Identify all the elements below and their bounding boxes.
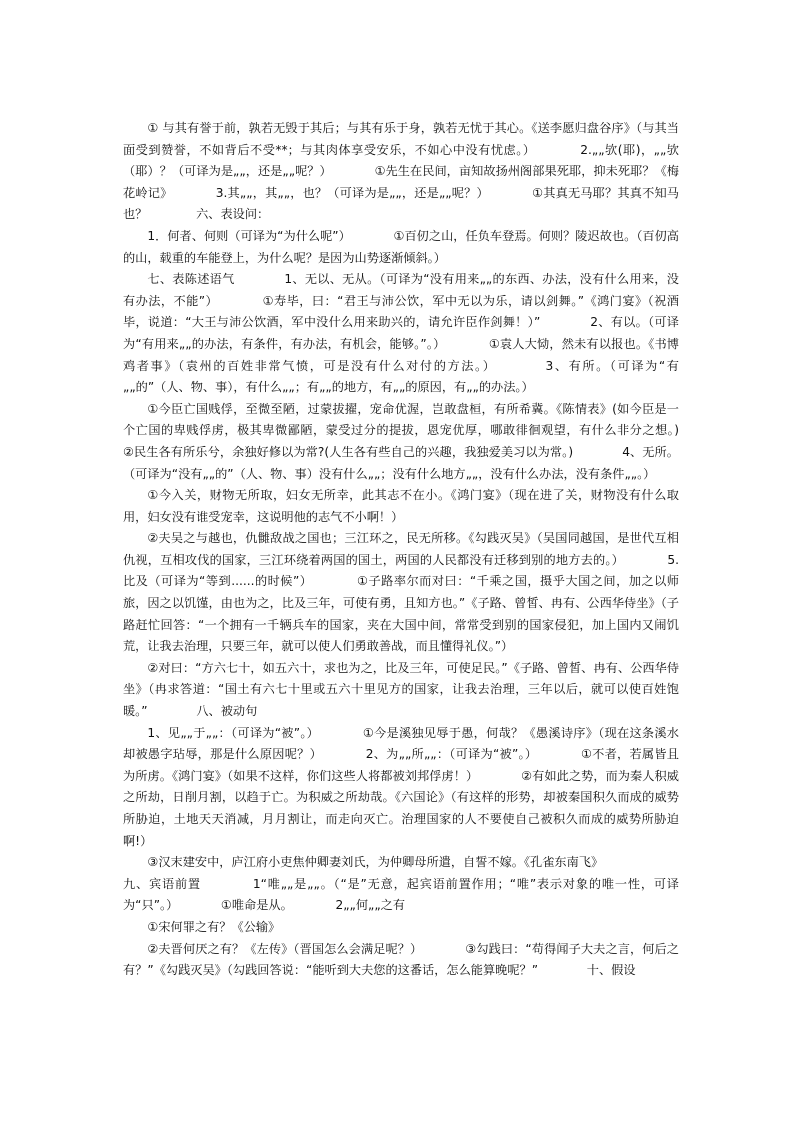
paragraph: ②对曰：“方六七十，如五六十，求也为之，比及三年，可使足民。”《子路、曾皙、冉有、公西华侍坐》（冉求答道：“国土有六七十里或五六十里见方的国家，让我去治理，三年以后，就可以使百姓饱暖。” 八、被动句 bbox=[123, 660, 679, 719]
paragraph: 1、见„„于„„：（可译为“被”。） ①今是溪独见辱于愚，何哉？《愚溪诗序》（现在这条溪水却被愚字玷辱，那是什么原因呢？） 2、为„„所„„：（可译为“被”。） ①不者，若属皆且为所虏。《鸿门宴》（如果不这样，你们这些人将都被刘邦俘虏！） ②有如此之势，而为秦人积威之所劫，日削月割，以趋于亡。为积威之所劫哉。《六国论》（有这样的形势，却被秦国积久而成的威势所胁迫，土地天天消减，月月割让，而走向灭亡。治理国家的人不要使自己被积久而成的威势所胁迫啊!） bbox=[123, 725, 679, 848]
paragraph: ②夫晋何厌之有？《左传》（晋国怎么会满足呢？） ③勾践曰：“苟得闻子大夫之言，何后之有？”《勾践灭吴》（勾践回答说：“能听到大夫您的这番话，怎么能算晚呢？” 十、假设 bbox=[123, 941, 679, 978]
body-text bbox=[123, 118, 728, 982]
paragraph: 九、宾语前置 1“唯„„是„„。（“是”无意，起宾语前置作用；“唯”表示对象的唯一性，可译为“只”。） ①唯命是从。 2„„何„„之有 bbox=[123, 876, 679, 913]
paragraph: ③汉末建安中，庐江府小吏焦仲卿妻刘氏，为仲卿母所遣，自誓不嫁。《孔雀东南飞》 bbox=[147, 855, 604, 870]
paragraph: ①今臣亡国贱俘，至微至陋，过蒙拔擢，宠命优渥，岂敢盘桓，有所希冀。《陈情表》(如今臣是一个亡国的卑贱俘虏，极其卑微鄙陋，蒙受过分的提拔，恩宠优厚，哪敢徘徊观望，有什么非分之想。) ②民生各有所乐兮，余独好修以为常?(人生各有些自己的兴趣，我独爱美习以为常。) 4、无所。（可译为“没有„„的”（人、物、事）没有什么„„；没有什么地方„„，没有什么办法，没有条件„„。） bbox=[123, 401, 728, 481]
paragraph: ① 与其有誉于前，孰若无毁于其后；与其有乐于身，孰若无忧于其心。《送李愿归盘谷序》（与其当面受到赞誉，不如背后不受**；与其肉体享受安乐，不如心中没有忧虑。） 2.„„欤(耶)，„„欤（耶）？（可译为是„„，还是„„呢？） ①先生在民间，亩知故扬州阁部果死耶，抑未死耶？《梅花岭记》 3.其„„，其„„，也？（可译为是„„，还是„„呢？） ①其真无马耶？其真不知马也？ 六、表设问： bbox=[123, 121, 679, 222]
paragraph: 七、表陈述语气 1、无以、无从。（可译为“没有用来„„的东西、办法，没有什么用来，没有办法，不能”） ①寿毕，曰：“君王与沛公饮，军中无以为乐，请以剑舞。”《鸿门宴》（祝酒毕，说道：“大王与沛公饮酒，军中没什么用来助兴的，请允许臣作剑舞！）” 2、有以。（可译为“有用来„„的办法，有条件，有办法，有机会，能够。”。） ①袁人大恸，然未有以报也。《书博鸡者事》（袁州的百姓非常气愤，可是没有什么对付的方法。） 3、有所。（可译为“有„„的”（人、物、事），有什么„„；有„„的地方，有„„的原因，有„„的办法。） bbox=[123, 272, 679, 395]
paragraph: ①今入关，财物无所取，妇女无所幸，此其志不在小。《鸿门宴》（现在进了关，财物没有什么取用，妇女没有谁受宠幸，这说明他的志气不小啊！） bbox=[123, 488, 679, 524]
paragraph: 1．何者、何则（可译为“为什么呢”） ①百仞之山，任负车登焉。何则？陵迟故也。（百仞高的山，载重的车能登上，为什么呢？是因为山势逐渐倾斜。） bbox=[123, 228, 679, 265]
paragraph: ②夫吴之与越也，仇雠敌战之国也；三江环之，民无所移。《勾践灭吴》（吴国同越国，是世代互相仇视，互相攻伐的国家，三江环绕着两国的国土，两国的人民都没有迁移到别的地方去的。） 5.比及（可译为“等到......的时候”） ①子路率尔而对曰：“千乘之国，摄乎大国之间，加之以师旅，因之以饥馑，由也为之，比及三年，可使有勇，且知方也。”《子路、曾皙、冉有、公西华侍坐》（子路赶忙回答：“一个拥有一千辆兵车的国家，夹在大国中间，常常受到别的国家侵犯，加上国内又闹饥荒，让我去治理，只要三年，就可以使人们勇敢善战，而且懂得礼仪。”） bbox=[123, 531, 679, 654]
paragraph: ①宋何罪之有？《公输》 bbox=[147, 919, 281, 934]
